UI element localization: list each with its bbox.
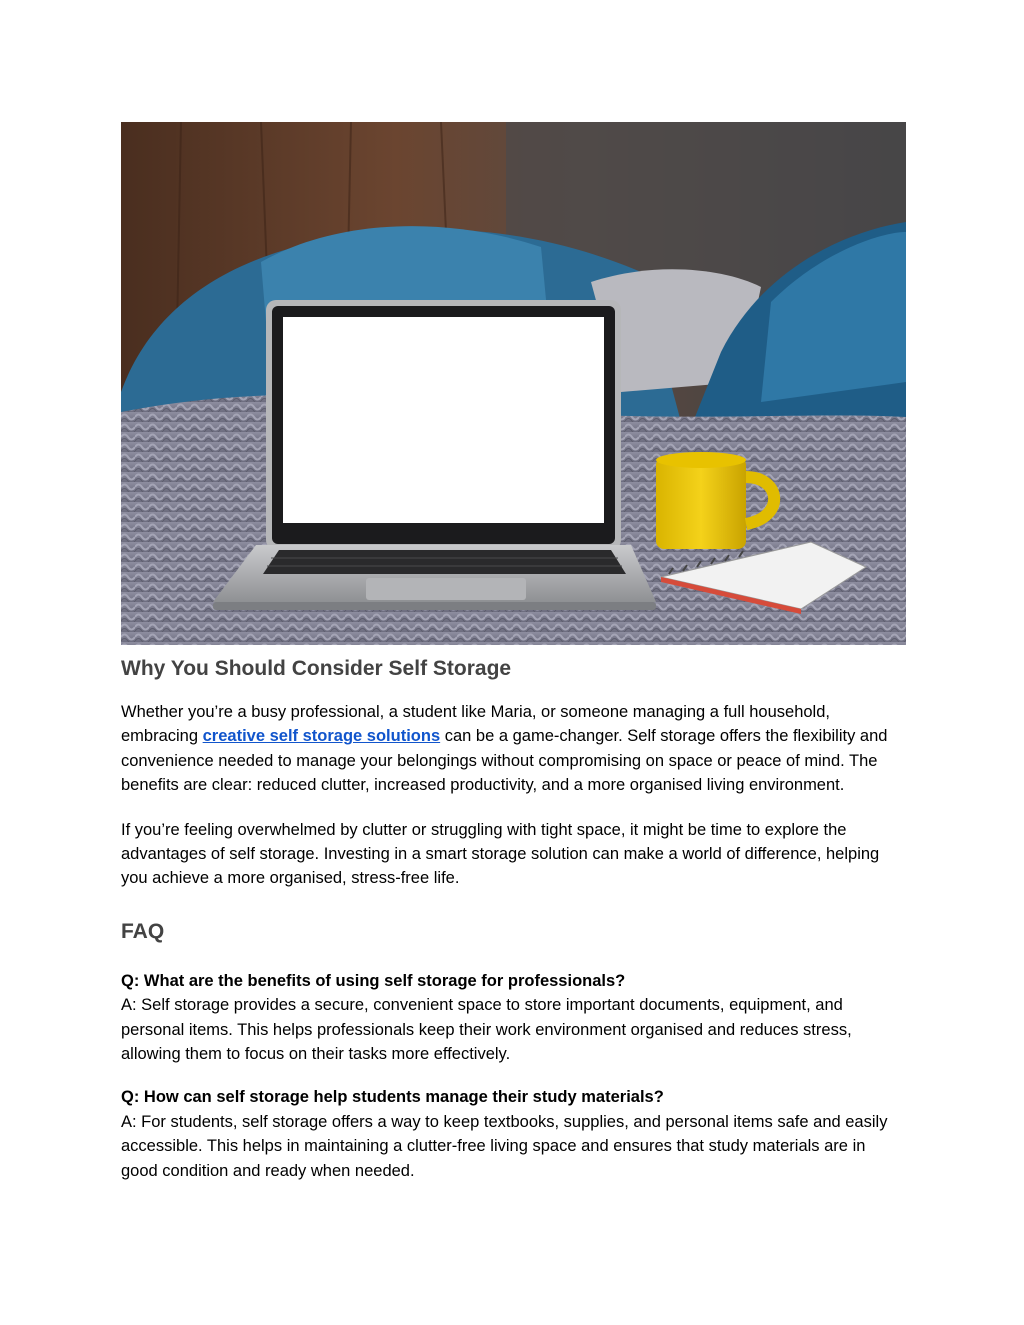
- faq-item: [121, 1085, 906, 1183]
- faq-question: Q: What are the benefits of using self storage for professionals?: [121, 971, 626, 990]
- faq-answer: A: For students, self storage offers a way to keep textbooks, supplies, and personal items safe and easily accessible. This helps in maintaining a clutter-free living space and ensures that study materials are in good condition and ready when needed.: [121, 1112, 888, 1180]
- paragraph-1-text-before: Whether you’re a busy professional, a student like Maria, or someone managing a full household, embracing: [121, 703, 830, 746]
- body-paragraph-1: [121, 700, 906, 798]
- faq-question: Q: How can self storage help students manage their study materials?: [121, 1088, 664, 1107]
- body-paragraph-2: If you’re feeling overwhelmed by clutter or struggling with tight space, it might be time to explore the advantages of self storage. Investing in a smart storage solution can make a world of difference, helping you achieve a more organised, stress-free life.: [121, 820, 880, 888]
- faq-item: [121, 969, 906, 1067]
- hero-photo: [121, 122, 906, 645]
- faq-title: FAQ: [121, 919, 165, 943]
- creative-self-storage-link[interactable]: creative self storage solutions: [202, 727, 441, 746]
- faq-answer: A: Self storage provides a secure, convenient space to store important documents, equipment, and personal items. This helps professionals keep their work environment organised and reduces stress, allowing them to focus on their tasks more effectively.: [121, 996, 852, 1064]
- section-title: Why You Should Consider Self Storage: [121, 657, 512, 680]
- document-page: [121, 122, 906, 1183]
- paragraph-1-text-after: can be a game-changer. Self storage offers the flexibility and convenience needed to manage your belongings without compromising on space or peace of mind. The benefits are clear: reduced clutter, increased productivity, and a more organised living environment.: [121, 727, 888, 795]
